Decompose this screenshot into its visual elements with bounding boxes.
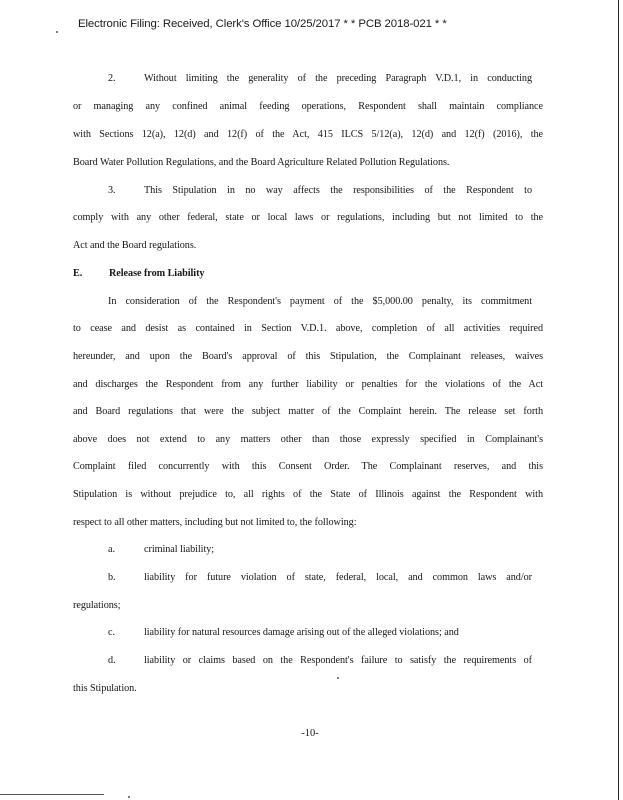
- paragraph-e-line-9: respect to all other matters, including but not limited to, the following:: [73, 517, 357, 528]
- paragraph-2-number: 2.: [108, 73, 116, 84]
- scan-speck: [128, 796, 130, 798]
- paragraph-3-text: This Stipulation in no way affects the responsibilities of the Respondent to: [144, 185, 532, 196]
- paragraph-e-line-5: and Board regulations that were the subject matter of the Complaint herein. The release set forth: [73, 406, 543, 417]
- scan-edge-bottom: [0, 794, 104, 795]
- section-e-letter: E.: [73, 268, 83, 279]
- paragraph-2-line-2: or managing any confined animal feeding operations, Respondent shall maintain compliance: [73, 101, 543, 112]
- paragraph-2-line-4: Board Water Pollution Regulations, and the Board Agriculture Related Pollution Regulations.: [73, 157, 450, 168]
- paragraph-e-line-8: Stipulation is without prejudice to, all rights of the State of Illinois against the Respondent with: [73, 489, 543, 500]
- list-item-d-line-2: this Stipulation.: [73, 683, 137, 694]
- filing-stamp-header: Electronic Filing: Received, Clerk's Office 10/25/2017 * * PCB 2018-021 * *: [78, 18, 447, 30]
- paragraph-3-line-1: [108, 185, 532, 201]
- paragraph-e-line-7: Complaint filed concurrently with this Consent Order. The Complainant reserves, and this: [73, 461, 543, 472]
- paragraph-e-line-3: hereunder, and upon the Board's approval of this Stipulation, the Complainant releases, waives: [73, 351, 543, 362]
- section-e-title: Release from Liability: [109, 268, 205, 279]
- list-item-c-text: liability for natural resources damage arising out of the alleged violations; and: [144, 627, 459, 638]
- paragraph-e-line-1: In consideration of the Respondent's payment of the $5,000.00 penalty, its commitment: [108, 296, 532, 307]
- list-item-d: [108, 655, 532, 671]
- list-item-a-text: criminal liability;: [144, 544, 215, 555]
- section-e-heading: [73, 268, 543, 284]
- scan-speck: [337, 677, 339, 679]
- list-item-c-letter: c.: [108, 627, 115, 638]
- list-item-d-text: liability or claims based on the Respondent's failure to satisfy the requirements of: [144, 655, 532, 666]
- paragraph-2-text: Without limiting the generality of the preceding Paragraph V.D.1, in conducting: [144, 73, 532, 84]
- list-item-b-text: liability for future violation of state, federal, local, and common laws and/or: [144, 572, 532, 583]
- list-item-b-letter: b.: [108, 572, 116, 583]
- page-number: -10-: [301, 728, 319, 739]
- list-item-b: [108, 572, 532, 588]
- scan-speck: [56, 31, 58, 33]
- paragraph-e-line-6: above does not extend to any matters other than those expressly specified in Complainant's: [73, 434, 543, 445]
- list-item-a: [108, 544, 532, 560]
- paragraph-2-line-3: with Sections 12(a), 12(d) and 12(f) of the Act, 415 ILCS 5/12(a), 12(d) and 12(f) (2016), the: [73, 129, 543, 140]
- scan-edge-right: [618, 0, 619, 800]
- list-item-c: [108, 627, 532, 643]
- paragraph-3-number: 3.: [108, 185, 116, 196]
- paragraph-3-line-2: comply with any other federal, state or local laws or regulations, including but not limited to the: [73, 212, 543, 223]
- paragraph-e-line-2: to cease and desist as contained in Section V.D.1. above, completion of all activities required: [73, 323, 543, 334]
- list-item-a-letter: a.: [108, 544, 115, 555]
- paragraph-3-line-3: Act and the Board regulations.: [73, 240, 197, 251]
- list-item-b-line-2: regulations;: [73, 600, 121, 611]
- paragraph-2-line-1: [108, 73, 532, 89]
- list-item-d-letter: d.: [108, 655, 116, 666]
- paragraph-e-line-4: and discharges the Respondent from any further liability or penalties for the violations of the Act: [73, 379, 543, 390]
